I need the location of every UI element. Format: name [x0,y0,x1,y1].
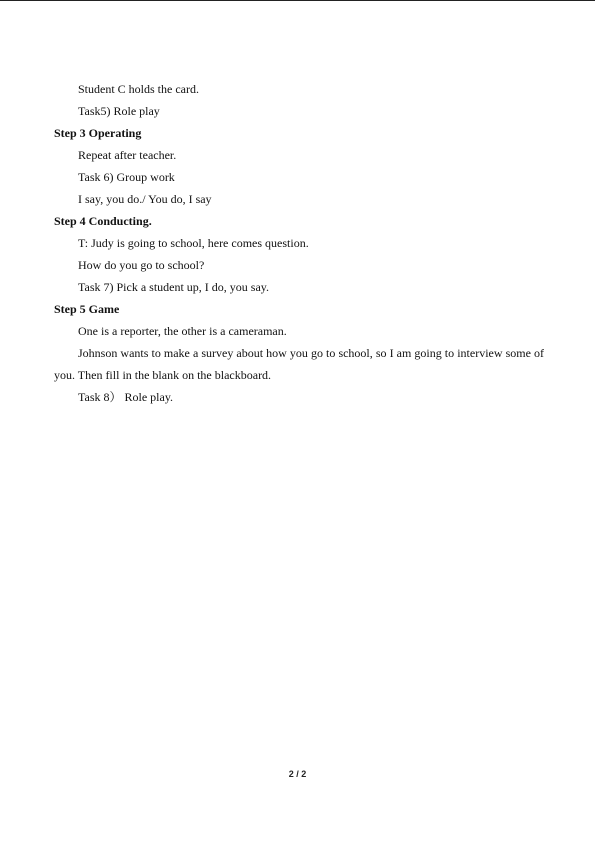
text-line: Student C holds the card. [78,82,199,96]
section-heading: Step 3 Operating [54,126,142,140]
section-heading: Step 5 Game [54,302,120,316]
text-line: Task 8） Role play. [78,390,174,404]
text-line: Task 7) Pick a student up, I do, you say. [78,280,270,294]
text-line: Repeat after teacher. [78,148,177,162]
document-body [54,78,544,408]
text-line: Task5) Role play [78,104,160,118]
text-line: T: Judy is going to school, here comes question. [78,236,309,250]
text-line: How do you go to school? [78,258,205,272]
text-paragraph: Johnson wants to make a survey about how you go to school, so I am going to interview some of you. Then fill in the blank on the blackboard. [54,346,544,382]
text-line: I say, you do./ You do, I say [78,192,212,206]
page-number: 2 / 2 [288,769,307,779]
text-line: Task 6) Group work [78,170,175,184]
section-heading: Step 4 Conducting. [54,214,152,228]
text-line: One is a reporter, the other is a cameraman. [78,324,287,338]
page-top-border [0,0,595,1]
